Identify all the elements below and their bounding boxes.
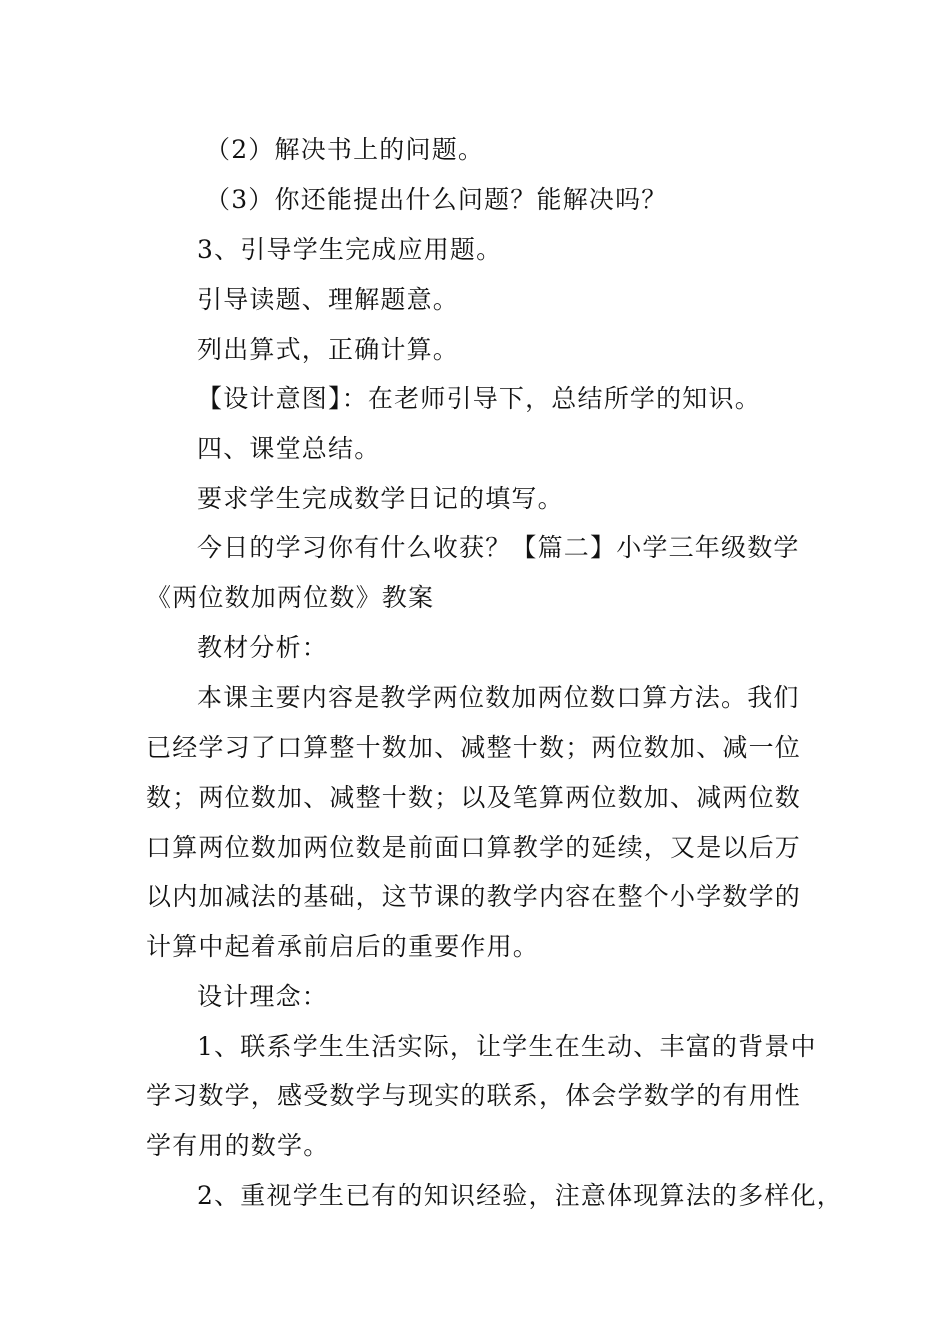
text-line: 口算两位数加两位数是前面口算教学的延续，又是以后万 <box>146 833 802 862</box>
text-line: 列出算式，正确计算。 <box>197 335 460 364</box>
text-line: 1、联系学生生活实际，让学生在生动、丰富的背景中 <box>197 1032 817 1061</box>
text-line: （2）解决书上的问题。 <box>205 135 485 164</box>
text-line: （3）你还能提出什么问题？能解决吗？ <box>205 185 668 214</box>
text-line: 四、课堂总结。 <box>197 434 381 463</box>
text-line: 已经学习了口算整十数加、减整十数；两位数加、减一位 <box>146 733 802 762</box>
text-line: 设计理念： <box>197 982 329 1011</box>
text-line: 学有用的数学。 <box>146 1131 330 1160</box>
text-line: 本课主要内容是教学两位数加两位数口算方法。我们 <box>197 683 800 712</box>
text-line: 【设计意图】：在老师引导下，总结所学的知识。 <box>197 384 761 413</box>
text-line: 《两位数加两位数》教案 <box>146 583 435 612</box>
text-line: 学习数学，感受数学与现实的联系，体会学数学的有用性 <box>146 1081 802 1110</box>
text-line: 以内加减法的基础，这节课的教学内容在整个小学数学的 <box>146 882 802 911</box>
text-line: 要求学生完成数学日记的填写。 <box>197 484 564 513</box>
text-line: 3、引导学生完成应用题。 <box>197 235 503 264</box>
text-line: 计算中起着承前启后的重要作用。 <box>146 932 540 961</box>
text-line: 今日的学习你有什么收获？【篇二】小学三年级数学 <box>197 533 800 562</box>
text-line: 2、重视学生已有的知识经验，注意体现算法的多样化， <box>197 1181 843 1210</box>
text-line: 教材分析： <box>197 633 329 662</box>
text-line: 引导读题、理解题意。 <box>197 285 460 314</box>
text-line: 数；两位数加、减整十数；以及笔算两位数加、减两位数 <box>146 783 802 812</box>
